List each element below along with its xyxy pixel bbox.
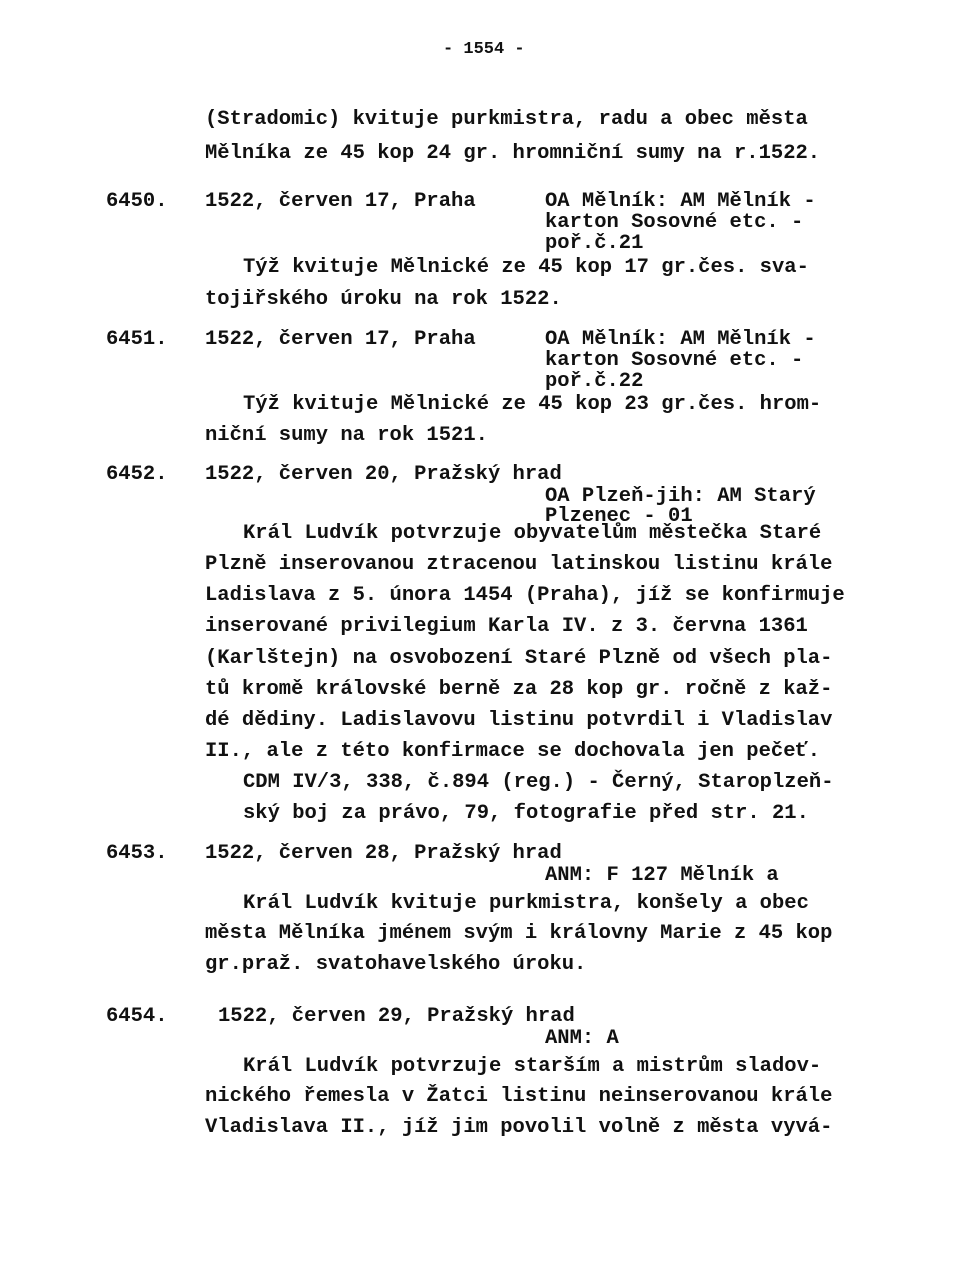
entry-text-line: tojiřského úroku na rok 1522. — [205, 288, 562, 311]
entry-text-line: Vladislava II., jíž jim povolil volně z města vyvá- — [205, 1116, 833, 1139]
entry-text-line: Král Ludvík potvrzuje obyvatelům městečka Staré — [243, 522, 822, 545]
entry-text-line: gr.praž. svatohavelského úroku. — [205, 953, 587, 976]
intro-line-2: Mělníka ze 45 kop 24 gr. hromniční sumy na r.1522. — [205, 142, 821, 165]
archive-line: OA Plzeň-jih: AM Starý — [545, 485, 816, 508]
entry-text-line: tů kromě královské berně za 28 kop gr. ročně z kaž- — [205, 678, 833, 701]
entry-text-line: II., ale z této konfirmace se dochovala jen pečeť. — [205, 740, 821, 763]
entry-text-line: Král Ludvík potvrzuje starším a mistrům sladov- — [243, 1055, 822, 1078]
entry-text-line: Plzně inserovanou ztracenou latinskou listinu krále — [205, 553, 833, 576]
archive-line: poř.č.21 — [545, 232, 644, 255]
entry-date: 1522, červen 29, Pražský hrad — [218, 1005, 575, 1028]
entry-number: 6450. — [106, 190, 168, 213]
entry-text-line: inserované privilegium Karla IV. z 3. června 1361 — [205, 615, 808, 638]
archive-line: poř.č.22 — [545, 370, 644, 393]
entry-text-line: Týž kvituje Mělnické ze 45 kop 23 gr.čes. hrom- — [243, 393, 822, 416]
entry-text-line: Týž kvituje Mělnické ze 45 kop 17 gr.čes. sva- — [243, 256, 809, 279]
entry-number: 6453. — [106, 842, 168, 865]
reference-line: CDM IV/3, 338, č.894 (reg.) - Černý, Staroplzeň- — [243, 771, 834, 794]
entry-text-line: Ladislava z 5. února 1454 (Praha), jíž se konfirmuje — [205, 584, 845, 607]
intro-line-1: (Stradomic) kvituje purkmistra, radu a obec města — [205, 108, 808, 131]
archive-line: ANM: A — [545, 1027, 619, 1050]
entry-text-line: nického řemesla v Žatci listinu neinserovanou krále — [205, 1085, 833, 1108]
reference-line: ský boj za právo, 79, fotografie před str. 21. — [243, 802, 809, 825]
archive-line: karton Sosovné etc. - — [545, 211, 804, 234]
entry-date: 1522, červen 20, Pražský hrad — [205, 463, 562, 486]
entry-number: 6452. — [106, 463, 168, 486]
archive-line: ANM: F 127 Mělník a — [545, 864, 779, 887]
entry-text-line: (Karlštejn) na osvobození Staré Plzně od všech pla- — [205, 647, 833, 670]
entry-date: 1522, červen 28, Pražský hrad — [205, 842, 562, 865]
entry-date: 1522, červen 17, Praha — [205, 190, 476, 213]
page-number: - 1554 - — [443, 40, 525, 59]
archive-line: Plzenec - 01 — [545, 505, 693, 528]
entry-number: 6454. — [106, 1005, 168, 1028]
entry-text-line: niční sumy na rok 1521. — [205, 424, 488, 447]
archive-line: OA Mělník: AM Mělník - — [545, 328, 816, 351]
entry-text-line: dé dědiny. Ladislavovu listinu potvrdil i Vladislav — [205, 709, 833, 732]
entry-text-line: města Mělníka jménem svým i královny Marie z 45 kop — [205, 922, 833, 945]
archive-line: karton Sosovné etc. - — [545, 349, 804, 372]
entry-number: 6451. — [106, 328, 168, 351]
archive-line: OA Mělník: AM Mělník - — [545, 190, 816, 213]
entry-text-line: Král Ludvík kvituje purkmistra, konšely a obec — [243, 892, 809, 915]
entry-date: 1522, červen 17, Praha — [205, 328, 476, 351]
